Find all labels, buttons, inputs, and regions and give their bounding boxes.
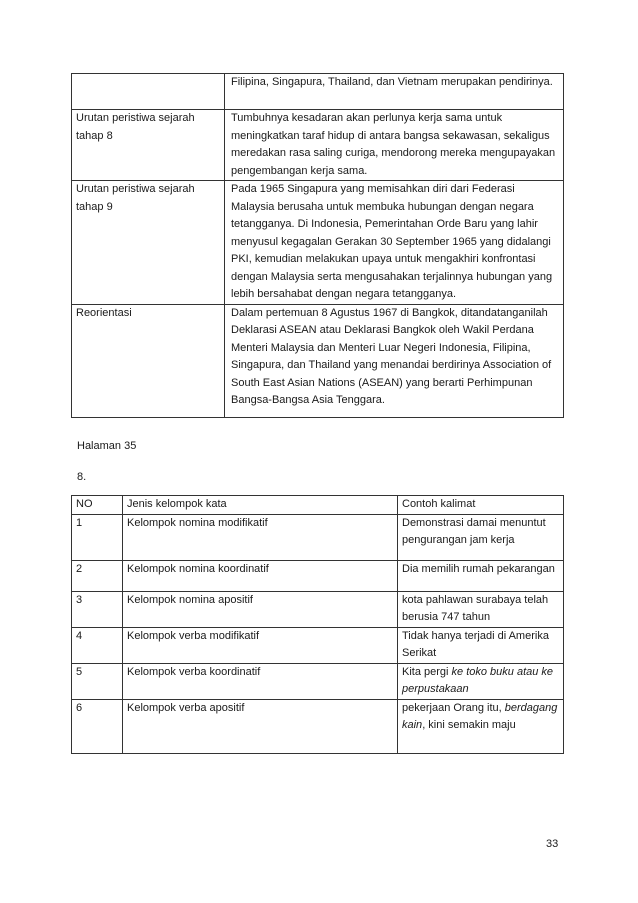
stage-label: Urutan peristiwa sejarah tahap 9: [72, 181, 225, 305]
example-text: kota pahlawan surabaya telah berusia 747 tahun: [402, 593, 549, 623]
cell-jenis: Kelompok verba koordinatif: [123, 663, 398, 699]
table-row: [72, 110, 564, 181]
cell-no: 4: [72, 627, 123, 663]
cell-contoh: [398, 627, 564, 663]
cell-no: 5: [72, 663, 123, 699]
example-text-end: , kini semakin maju: [422, 719, 516, 731]
example-text: pekerjaan Orang itu,: [402, 701, 505, 714]
example-text: Kita pergi: [402, 665, 452, 678]
header-no: NO: [72, 496, 123, 515]
table-row: [72, 663, 564, 699]
word-group-table: [71, 495, 564, 754]
table-row: [72, 181, 564, 305]
stage-label: Urutan peristiwa sejarah tahap 8: [72, 110, 225, 181]
table-row: [72, 699, 564, 753]
cell-jenis: Kelompok verba modifikatif: [123, 627, 398, 663]
example-italic: berdagang kain: [402, 701, 558, 731]
cell-contoh: [398, 663, 564, 699]
header-contoh: Contoh kalimat: [398, 496, 564, 515]
cell-jenis: Kelompok verba apositif: [123, 699, 398, 753]
section-heading: Halaman 35: [77, 440, 137, 452]
table-row: [72, 514, 564, 560]
table-row: [72, 627, 564, 663]
stage-label: [72, 74, 225, 110]
stage-content: Pada 1965 Singapura yang memisahkan diri dari Federasi Malaysia berusaha untuk membuka hubungan dengan negara tetangganya. Di Indonesia, Pemerintahan Orde Baru yang lahir menyusul kegagalan Gerakan 30 September 1965 yang didalangi PKI, kemudian melakukan upaya untuk mengakhiri konfrontasi dengan Malaysia serta mengusahakan terjalinnya hubungan yang lebih bersahabat dengan negara tetangganya.: [225, 181, 564, 305]
page-number: 33: [546, 838, 559, 850]
cell-contoh: [398, 514, 564, 560]
question-number: 8.: [77, 471, 87, 483]
stage-content: Tumbuhnya kesadaran akan perlunya kerja sama untuk meningkatkan taraf hidup di antara bangsa sekawasan, sekaligus meredakan rasa saling curiga, mendorong mereka mengupayakan pengembangan kerja sama.: [225, 110, 564, 181]
example-text: Demonstrasi damai menuntut pengurangan jam kerja: [402, 516, 546, 546]
example-text: Dia memilih rumah pekarangan: [402, 562, 555, 575]
cell-jenis: Kelompok nomina koordinatif: [123, 560, 398, 591]
history-stages-table: [71, 73, 564, 418]
cell-contoh: [398, 591, 564, 627]
cell-no: 2: [72, 560, 123, 591]
cell-no: 3: [72, 591, 123, 627]
table-row: [72, 560, 564, 591]
stage-content: Filipina, Singapura, Thailand, dan Vietnam merupakan pendirinya.: [225, 74, 564, 110]
table-header-row: [72, 496, 564, 515]
stage-content: Dalam pertemuan 8 Agustus 1967 di Bangkok, ditandatanganilah Deklarasi ASEAN atau Deklarasi Bangkok oleh Wakil Perdana Menteri Malaysia dan Menteri Luar Negeri Indonesia, Filipina, Singapura, dan Thailand yang menandai berdirinya Association of South East Asian Nations (ASEAN) yang berarti Perhimpunan Bangsa-Bangsa Asia Tenggara.: [225, 304, 564, 417]
table-row: [72, 591, 564, 627]
header-jenis: Jenis kelompok kata: [123, 496, 398, 515]
example-text: Tidak hanya terjadi di Amerika Serikat: [402, 629, 549, 659]
example-italic: ke toko buku atau ke perpustakaan: [402, 665, 554, 695]
cell-contoh: [398, 560, 564, 591]
cell-no: 6: [72, 699, 123, 753]
cell-jenis: Kelompok nomina apositif: [123, 591, 398, 627]
table-row: [72, 304, 564, 417]
stage-label: Reorientasi: [72, 304, 225, 417]
cell-jenis: Kelompok nomina modifikatif: [123, 514, 398, 560]
cell-no: 1: [72, 514, 123, 560]
cell-contoh: [398, 699, 564, 753]
table-row: [72, 74, 564, 110]
